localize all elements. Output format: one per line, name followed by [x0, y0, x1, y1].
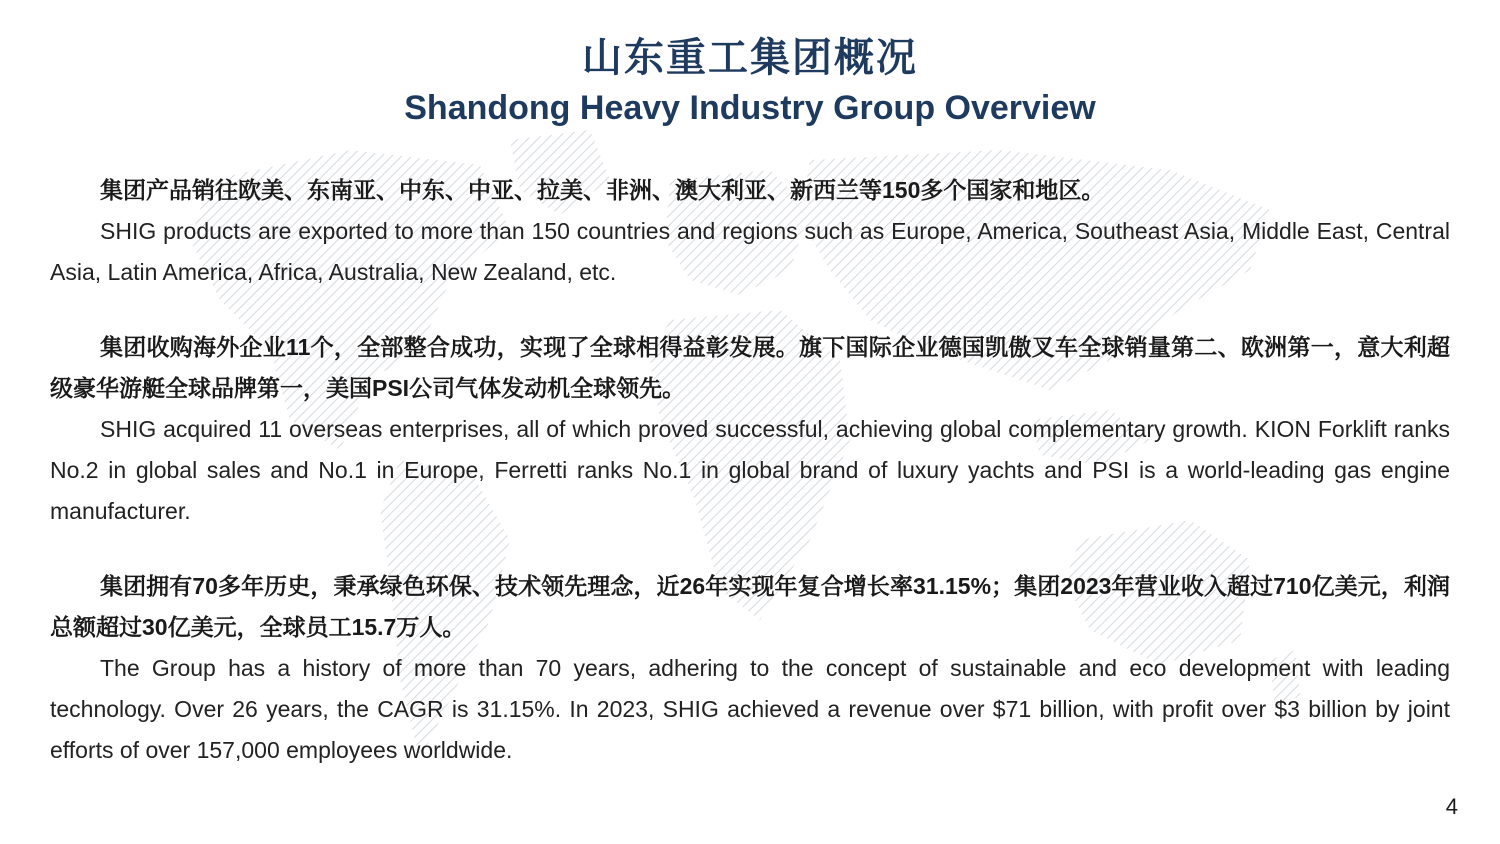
slide-header: [0, 30, 1500, 130]
paragraph-block-acquisitions: [50, 327, 1450, 532]
paragraph-block-history: [50, 566, 1450, 771]
paragraph-english: SHIG acquired 11 overseas enterprises, all of which proved successful, achieving global complementary growth. KION Forklift ranks No.2 in global sales and No.1 in Europe, Ferretti ranks No.1 in global brand of luxury yachts and PSI is a world-leading gas engine manufacturer.: [50, 416, 1450, 524]
page-title-chinese: 山东重工集团概况: [582, 36, 918, 80]
paragraph-block-exports: [50, 170, 1450, 293]
page-number: 4: [1445, 794, 1458, 819]
paragraph-chinese: 集团产品销往欧美、东南亚、中东、中亚、拉美、非洲、澳大利亚、新西兰等150多个国家和地区。: [100, 177, 1105, 203]
paragraph-english: The Group has a history of more than 70 years, adhering to the concept of sustainable and eco development with leading technology. Over 26 years, the CAGR is 31.15%. In 2023, SHIG achieved a revenue over $71 billion, with profit over $3 billion by joint efforts of over 157,000 employees worldwide.: [50, 655, 1450, 763]
paragraph-chinese: 集团拥有70多年历史，秉承绿色环保、技术领先理念，近26年实现年复合增长率31.15%；集团2023年营业收入超过710亿美元，利润总额超过30亿美元，全球员工15.7万人。: [50, 573, 1450, 640]
paragraph-english: SHIG products are exported to more than 150 countries and regions such as Europe, America, Southeast Asia, Middle East, Central Asia, Latin America, Africa, Australia, New Zealand, etc.: [50, 218, 1450, 285]
paragraph-chinese: 集团收购海外企业11个，全部整合成功，实现了全球相得益彰发展。旗下国际企业德国凯傲叉车全球销量第二、欧洲第一，意大利超级豪华游艇全球品牌第一，美国PSI公司气体发动机全球领先。: [50, 334, 1450, 401]
overview-content: [50, 170, 1450, 771]
page-title-english: Shandong Heavy Industry Group Overview: [404, 89, 1096, 127]
